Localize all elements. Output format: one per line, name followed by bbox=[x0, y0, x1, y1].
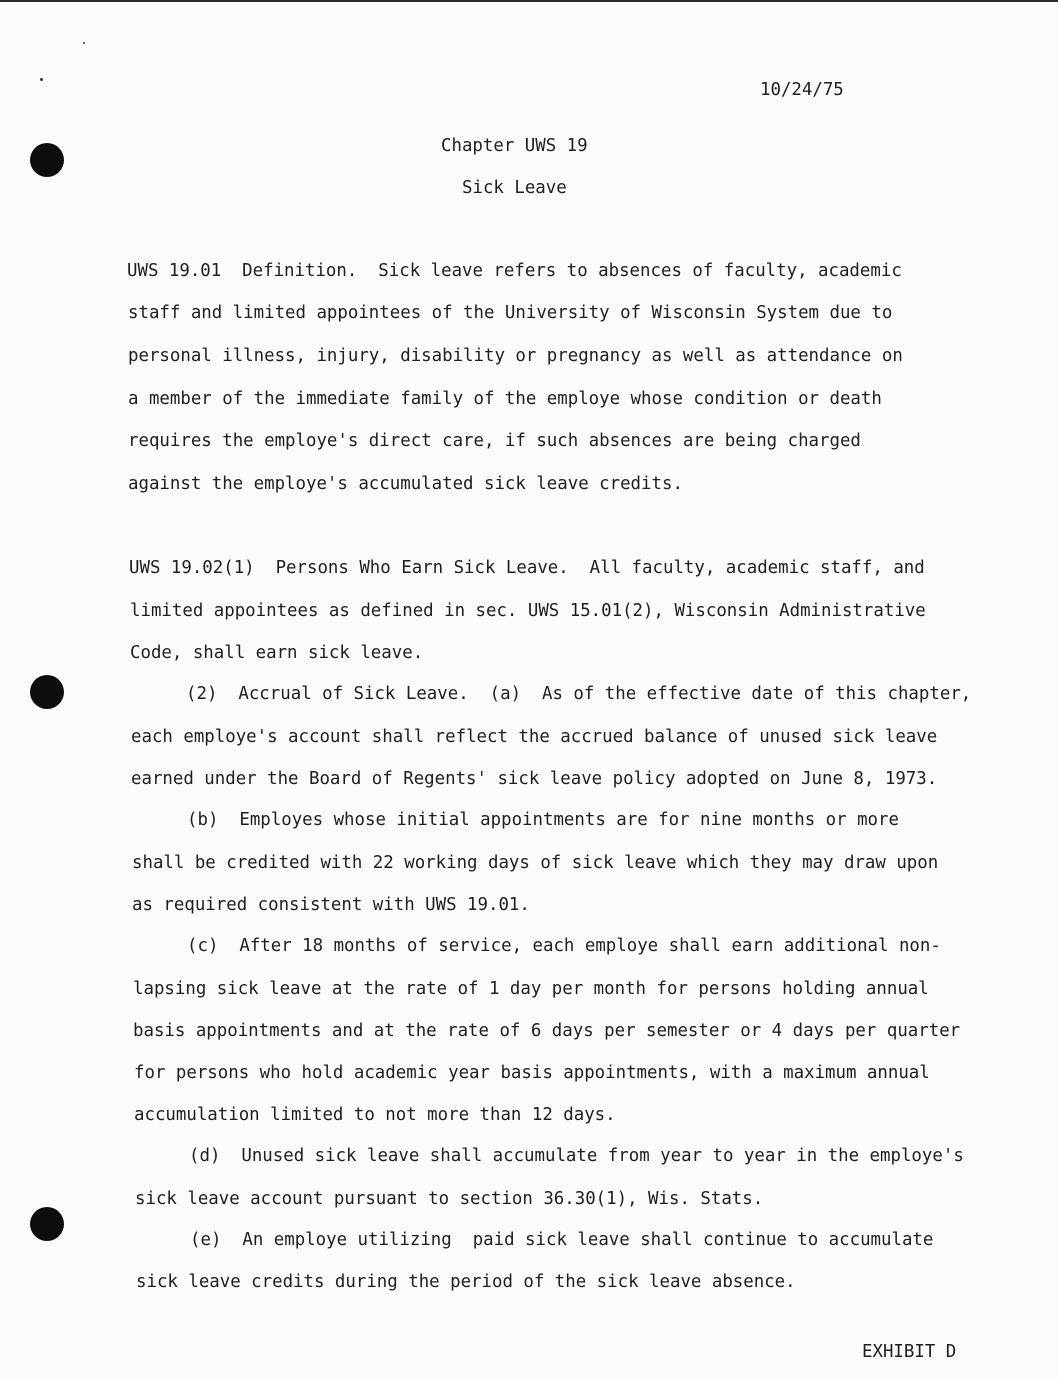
punch-hole-icon bbox=[30, 1207, 64, 1241]
body-line: sick leave credits during the period of the sick leave absence. bbox=[136, 1272, 796, 1292]
body-line: for persons who hold academic year basis appointments, with a maximum annual bbox=[134, 1063, 930, 1083]
body-line: sick leave account pursuant to section 36.30(1), Wis. Stats. bbox=[135, 1189, 764, 1209]
body-line: (c) After 18 months of service, each employe shall earn additional non- bbox=[187, 936, 941, 956]
body-line: against the employe's accumulated sick leave credits. bbox=[128, 474, 683, 494]
chapter-subject: Sick Leave bbox=[462, 178, 567, 198]
body-line: a member of the immediate family of the employe whose condition or death bbox=[128, 389, 882, 409]
document-date: 10/24/75 bbox=[760, 80, 844, 100]
body-line: accumulation limited to not more than 12 days. bbox=[134, 1105, 616, 1125]
body-line: (e) An employe utilizing paid sick leave shall continue to accumulate bbox=[190, 1230, 934, 1250]
body-line: personal illness, injury, disability or pregnancy as well as attendance on bbox=[128, 346, 903, 366]
scan-speck bbox=[83, 42, 85, 44]
body-line: earned under the Board of Regents' sick leave policy adopted on June 8, 1973. bbox=[131, 769, 938, 789]
body-line: (d) Unused sick leave shall accumulate from year to year in the employe's bbox=[189, 1146, 964, 1166]
punch-hole-icon bbox=[30, 675, 64, 709]
body-line: as required consistent with UWS 19.01. bbox=[132, 895, 530, 915]
body-line: lapsing sick leave at the rate of 1 day per month for persons holding annual bbox=[133, 979, 929, 999]
body-line: UWS 19.01 Definition. Sick leave refers to absences of faculty, academic bbox=[127, 261, 902, 281]
chapter-title: Chapter UWS 19 bbox=[441, 136, 588, 156]
scan-speck bbox=[40, 78, 43, 81]
punch-hole-icon bbox=[30, 143, 64, 177]
body-line: staff and limited appointees of the University of Wisconsin System due to bbox=[128, 303, 893, 323]
body-line: basis appointments and at the rate of 6 days per semester or 4 days per quarter bbox=[133, 1021, 961, 1041]
body-line: (b) Employes whose initial appointments are for nine months or more bbox=[187, 810, 899, 830]
body-line: UWS 19.02(1) Persons Who Earn Sick Leave. All faculty, academic staff, and bbox=[129, 558, 925, 578]
body-line: requires the employe's direct care, if such absences are being charged bbox=[128, 431, 861, 451]
page-top-edge bbox=[0, 0, 1058, 2]
body-line: (2) Accrual of Sick Leave. (a) As of the effective date of this chapter, bbox=[186, 684, 972, 704]
body-line: each employe's account shall reflect the accrued balance of unused sick leave bbox=[131, 727, 938, 747]
exhibit-label: EXHIBIT D bbox=[862, 1342, 957, 1362]
body-line: shall be credited with 22 working days of sick leave which they may draw upon bbox=[132, 853, 939, 873]
body-line: limited appointees as defined in sec. UWS 15.01(2), Wisconsin Administrative bbox=[130, 601, 926, 621]
body-line: Code, shall earn sick leave. bbox=[130, 643, 424, 663]
